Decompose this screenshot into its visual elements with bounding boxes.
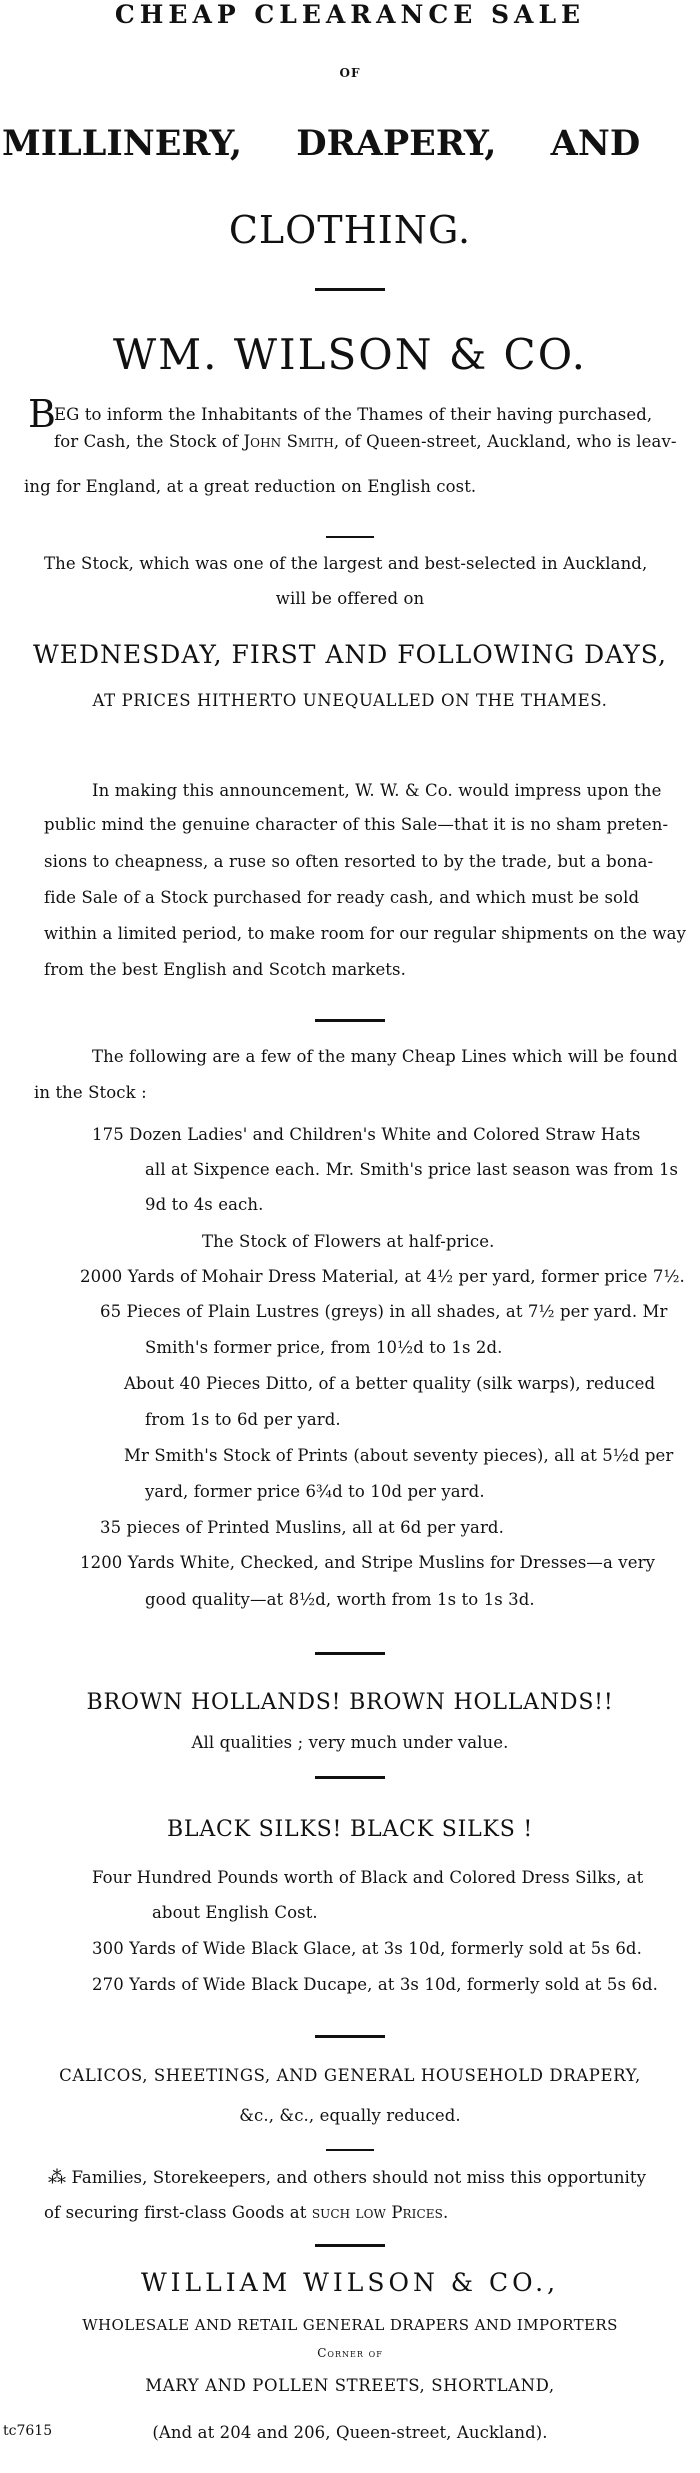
divider-short: [326, 536, 374, 538]
divider: [315, 2035, 385, 2038]
firm-name: WM. WILSON & CO.: [112, 330, 588, 379]
announcement-line-1: In making this announcement, W. W. & Co. would impress upon the: [92, 781, 662, 800]
title-of: OF: [339, 66, 361, 80]
item-prints-1: Mr Smith's Stock of Prints (about seventy pieces), all at 5½d per: [124, 1446, 674, 1465]
title-millinery-drapery-and: [0, 123, 700, 164]
footer-trade: WHOLESALE AND RETAIL GENERAL DRAPERS AND IMPORTERS: [82, 2316, 618, 2334]
divider: [315, 288, 385, 291]
item-stripe-muslins-2: good quality—at 8½d, worth from 1s to 1s 3d.: [145, 1590, 535, 1609]
divider: [315, 1652, 385, 1655]
announcement-line-3: sions to cheapness, a ruse so often resorted to by the trade, but a bona-: [44, 852, 654, 871]
hollands-headline: BROWN HOLLANDS! BROWN HOLLANDS!!: [86, 1690, 614, 1715]
intro-line-2-a: for Cash, the Stock of: [54, 432, 244, 451]
notice-line-1-text: Families, Storekeepers, and others should not miss this opportunity: [66, 2168, 647, 2187]
intro-name-john-smith: John Smith: [243, 432, 334, 451]
notice-line-2-a: of securing first-class Goods at: [44, 2203, 312, 2222]
announcement-line-6: from the best English and Scotch markets.: [44, 960, 406, 979]
silks-line-1: Four Hundred Pounds worth of Black and Colored Dress Silks, at: [92, 1868, 644, 1887]
notice-line-2-b: .: [442, 2203, 449, 2222]
stock-line-1: The Stock, which was one of the largest and best-selected in Auckland,: [44, 554, 648, 573]
item-ditto-1: About 40 Pieces Ditto, of a better quality (silk warps), reduced: [124, 1374, 656, 1393]
silks-line-2: about English Cost.: [152, 1903, 318, 1922]
intro-line-2: [54, 432, 677, 451]
silks-line-4: 270 Yards of Wide Black Ducape, at 3s 10d, formerly sold at 5s 6d.: [92, 1975, 658, 1994]
silks-headline: BLACK SILKS! BLACK SILKS !: [166, 1817, 534, 1842]
item-hats-3: 9d to 4s each.: [145, 1195, 264, 1214]
asterism-mark: ⁂: [48, 2167, 67, 2188]
footer-firm: WILLIAM WILSON & CO.,: [140, 2268, 560, 2297]
item-hats-2: all at Sixpence each. Mr. Smith's price last season was from 1s: [145, 1160, 679, 1179]
title-cheap-clearance-sale: CHEAP CLEARANCE SALE: [114, 0, 586, 29]
divider-short: [326, 2149, 374, 2151]
divider: [315, 1019, 385, 1022]
footer-streets: MARY AND POLLEN STREETS, SHORTLAND,: [145, 2376, 555, 2395]
divider: [315, 1776, 385, 1779]
calicos-line-1: CALICOS, SHEETINGS, AND GENERAL HOUSEHOLD DRAPERY,: [59, 2066, 641, 2085]
calicos-line-2: &c., &c., equally reduced.: [239, 2106, 461, 2125]
hollands-sub: All qualities ; very much under value.: [191, 1733, 509, 1752]
lines-intro-1: The following are a few of the many Cheap Lines which will be found: [92, 1047, 678, 1066]
stock-line-2: will be offered on: [275, 589, 425, 608]
item-ditto-2: from 1s to 6d per yard.: [145, 1410, 341, 1429]
notice-such-low-prices: such low Prices: [311, 2203, 443, 2222]
footer-code: tc7615: [3, 2423, 53, 2439]
announcement-line-4: fide Sale of a Stock purchased for ready cash, and which must be sold: [44, 888, 640, 907]
intro-line-2-b: , of Queen-street, Auckland, who is leav-: [333, 432, 677, 451]
item-flowers: The Stock of Flowers at half-price.: [202, 1232, 495, 1251]
item-stripe-muslins-1: 1200 Yards White, Checked, and Stripe Muslins for Dresses—a very: [80, 1553, 655, 1572]
item-lustres-1: 65 Pieces of Plain Lustres (greys) in all shades, at 7½ per yard. Mr: [100, 1302, 668, 1321]
footer-corner: Corner of: [317, 2346, 383, 2360]
intro-line-1: EG to inform the Inhabitants of the Thames of their having purchased,: [54, 405, 653, 424]
announcement-line-2: public mind the genuine character of this Sale—that it is no sham preten-: [44, 815, 669, 834]
silks-line-3: 300 Yards of Wide Black Glace, at 3s 10d, formerly sold at 5s 6d.: [92, 1939, 642, 1958]
item-hats-1: 175 Dozen Ladies' and Children's White and Colored Straw Hats: [92, 1125, 641, 1144]
title-millinery-drapery-and-text: MILLINERY, DRAPERY, AND: [2, 123, 641, 164]
item-mohair: 2000 Yards of Mohair Dress Material, at 4½ per yard, former price 7½.: [80, 1267, 685, 1286]
intro-line-3: ing for England, at a great reduction on English cost.: [24, 477, 477, 496]
lines-intro-2: in the Stock :: [34, 1083, 147, 1102]
item-prints-2: yard, former price 6¾d to 10d per yard.: [145, 1482, 485, 1501]
stock-headline: WEDNESDAY, FIRST AND FOLLOWING DAYS,: [33, 640, 667, 669]
drop-cap: B: [28, 392, 57, 436]
title-clothing: CLOTHING.: [228, 208, 472, 252]
stock-subhead: AT PRICES HITHERTO UNEQUALLED ON THE THAMES.: [92, 691, 608, 710]
notice-line-1: [48, 2167, 700, 2188]
notice-line-2: [44, 2203, 700, 2222]
item-lustres-2: Smith's former price, from 10½d to 1s 2d.: [145, 1338, 503, 1357]
item-muslins: 35 pieces of Printed Muslins, all at 6d per yard.: [100, 1518, 504, 1537]
divider: [315, 2244, 385, 2247]
footer-branch: (And at 204 and 206, Queen-street, Auckland).: [152, 2423, 548, 2442]
announcement-line-5: within a limited period, to make room for our regular shipments on the way: [44, 924, 687, 943]
